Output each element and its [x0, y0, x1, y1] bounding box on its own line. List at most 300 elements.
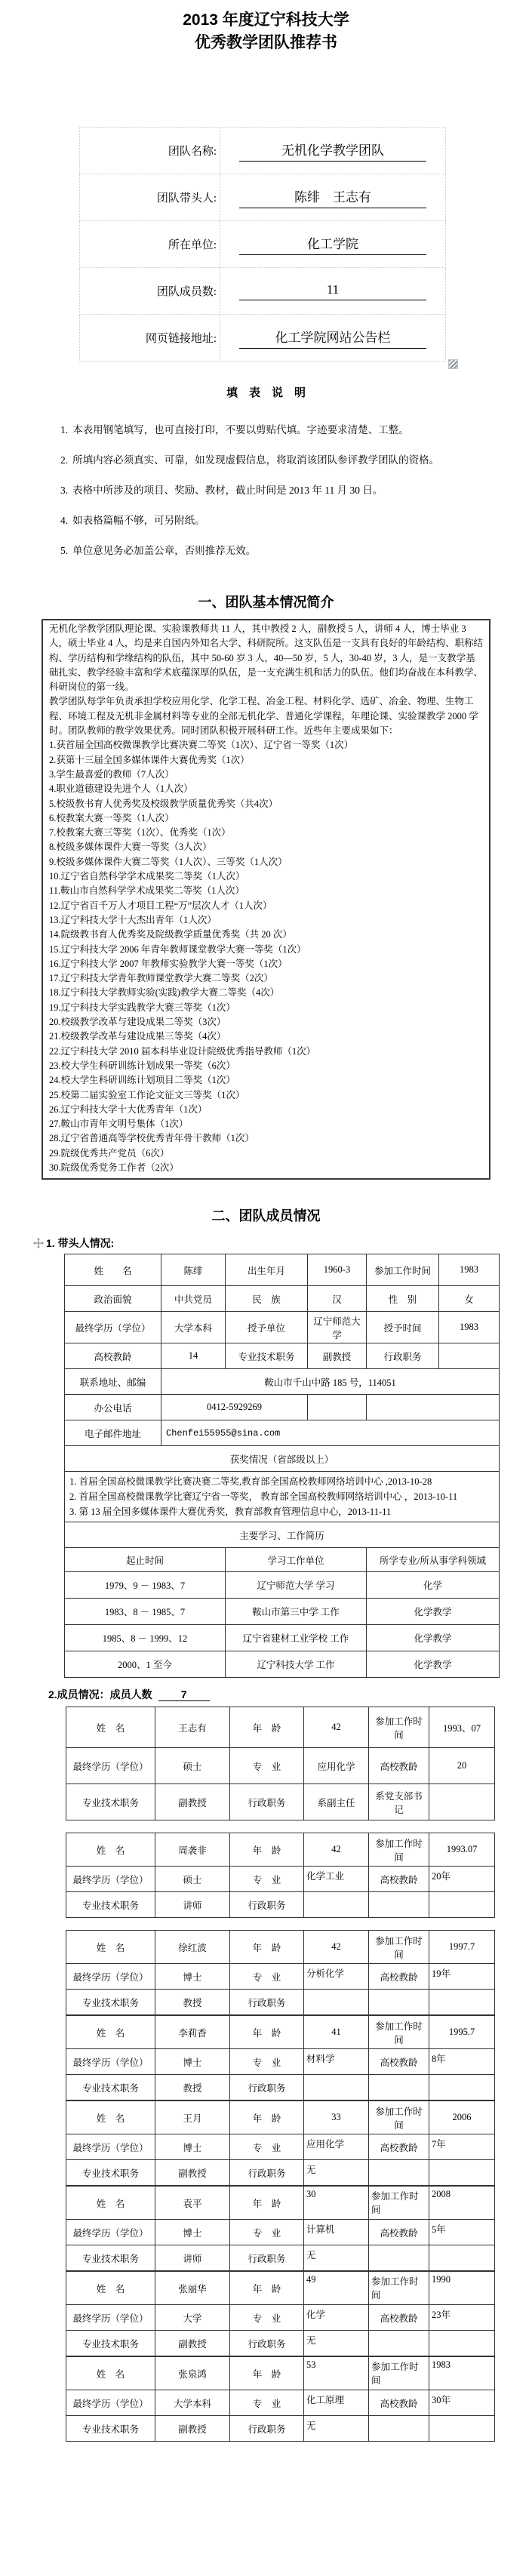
achievement-item: 10.辽宁省自然科学学术成果奖二等奖（1人次） [49, 871, 245, 882]
label-major: 专 业 [230, 1867, 304, 1892]
label-title: 专业技术职务 [66, 1990, 155, 2015]
label-title: 专业技术职务 [66, 2075, 155, 2101]
label-degree: 最终学历（学位） [66, 1964, 155, 1990]
member-name: 李莉香 [155, 2016, 230, 2049]
member-join-time: 1995.7 [429, 2016, 495, 2049]
section1-heading: 一、团队基本情况简介 [198, 595, 334, 610]
achievement-item: 15.辽宁科技大学 2006 年青年教师课堂教学大赛一等奖（1次） [49, 943, 306, 955]
history-row [65, 1625, 500, 1651]
phone-empty-cell-2 [367, 1395, 500, 1420]
member-age: 30 [304, 2187, 369, 2220]
member-admin-extra-2 [429, 1892, 495, 1918]
label-name: 姓 名 [65, 1254, 161, 1286]
achievement-item: 14.院级教书育人优秀奖及院级教学质量优秀奖（共 20 次） [49, 929, 292, 940]
achievement-item: 1.获首届全国高校微课教学比赛决赛二等奖（1次）、辽宁省一等奖（1次） [49, 740, 354, 751]
cover-field-value: 11 [239, 282, 427, 300]
value-political: 中共党员 [161, 1286, 226, 1312]
history-period: 2000、1 至今 [65, 1651, 226, 1678]
members-subheading-row [48, 1687, 532, 1702]
label-join-time: 参加工作时间 [369, 2016, 429, 2049]
label-age: 年 龄 [230, 2101, 304, 2134]
member-admin [304, 1892, 369, 1918]
leader-row-email [65, 1420, 500, 1446]
label-teach-years: 高校教龄 [369, 2220, 429, 2245]
label-join-time: 参加工作时间 [367, 1254, 439, 1286]
instruction-number: 1. [60, 424, 69, 435]
label-join-time: 参加工作时间 [369, 2101, 429, 2134]
member-teach-years: 23年 [429, 2305, 495, 2331]
label-age: 年 龄 [230, 2272, 304, 2305]
cover-row [80, 268, 446, 315]
member-admin [304, 2075, 369, 2101]
phone-empty-cell [308, 1395, 367, 1420]
member-name: 袁平 [155, 2187, 230, 2220]
member-row-name [66, 1833, 495, 1867]
member-major: 化学工业 [304, 1867, 369, 1892]
label-join-time: 参加工作时间 [369, 1833, 429, 1867]
value-degree: 大学本科 [161, 1312, 226, 1343]
members-subheading: 2.成员情况：成员人数 [48, 1688, 152, 1701]
history-col-period: 起止时间 [65, 1548, 226, 1572]
achievement-item: 17.辽宁科技大学青年教师课堂教学大赛二等奖（2次） [49, 973, 273, 984]
cover-field-value: 无机化学教学团队 [239, 140, 427, 162]
award-item: 2. 首届全国高校微课教学比赛辽宁省一等奖， 教育部全国高校教师网络培训中心 ，2013-10-11 [69, 1491, 458, 1503]
member-degree: 大学 [155, 2305, 230, 2331]
member-name: 徐红波 [155, 1931, 230, 1964]
member-name: 张丽华 [155, 2272, 230, 2305]
achievement-item: 25.校第二届实验室工作论文征文三等奖（1次） [49, 1089, 245, 1100]
achievement-item: 11.鞍山市自然科学学术成果奖二等奖（1人次） [49, 885, 244, 897]
label-teach-years: 高校教龄 [369, 1867, 429, 1892]
label-major: 专 业 [230, 2134, 304, 2160]
member-table [66, 2356, 495, 2442]
label-join-time: 参加工作时间 [369, 1707, 429, 1748]
label-admin: 行政职务 [230, 2160, 304, 2186]
section2-heading: 二、团队成员情况 [211, 1208, 321, 1224]
instruction-item [60, 475, 490, 506]
cover-field-value-cell [220, 221, 446, 268]
instruction-text: 单位意见务必加盖公章，否则推荐无效。 [72, 545, 257, 556]
member-admin [304, 1990, 369, 2015]
label-title: 专业技术职务 [66, 1784, 155, 1820]
label-address: 联系地址、邮编 [65, 1369, 161, 1395]
achievement-item: 4.职业道德建设先进个人（1人次） [49, 783, 193, 795]
member-age: 53 [304, 2357, 369, 2390]
instruction-item [60, 415, 490, 445]
member-join-time: 1983 [429, 2357, 495, 2390]
member-row-degree [66, 2390, 495, 2416]
member-degree: 硕士 [155, 1748, 230, 1784]
achievement-item: 16.辽宁科技大学 2007 年教师实验教学大赛一等奖（1次） [49, 958, 288, 969]
member-age: 42 [304, 1931, 369, 1964]
member-title: 副教授 [155, 2416, 230, 2442]
member-admin-extra-2 [429, 2416, 495, 2442]
label-political: 政治面貌 [65, 1286, 161, 1312]
label-age: 年 龄 [230, 1707, 304, 1748]
member-major: 化学 [304, 2305, 369, 2331]
member-name: 周袭非 [155, 1833, 230, 1867]
member-row-title [66, 2160, 495, 2186]
member-major: 应用化学 [304, 1748, 369, 1784]
member-admin-extra-2 [429, 1990, 495, 2015]
member-admin-extra: 系党支部书记 [369, 1784, 429, 1820]
member-title: 讲师 [155, 2245, 230, 2271]
instruction-text: 所填内容必须真实、可靠，如发现虚假信息，将取消该团队参评教学团队的资格。 [72, 454, 440, 466]
achievement-item: 19.辽宁科技大学实践教学大赛三等奖（1次） [49, 1002, 235, 1013]
member-row-degree [66, 1964, 495, 1990]
cover-row [80, 174, 446, 221]
member-row-title [66, 2245, 495, 2271]
value-teach-age: 14 [161, 1343, 226, 1369]
member-join-time: 1993.07 [429, 1833, 495, 1867]
leader-row-awards-heading [65, 1446, 500, 1472]
member-admin-extra-2 [429, 1784, 495, 1820]
label-confer-time: 授予时间 [367, 1312, 439, 1343]
member-degree: 博士 [155, 1964, 230, 1990]
member-teach-years: 30年 [429, 2390, 495, 2416]
label-degree: 最终学历（学位） [66, 1748, 155, 1784]
member-admin: 系副主任 [304, 1784, 369, 1820]
label-age: 年 龄 [230, 2357, 304, 2390]
achievement-list [49, 738, 483, 1175]
member-degree: 博士 [155, 2220, 230, 2245]
member-teach-years: 20 [429, 1748, 495, 1784]
label-admin: 行政职务 [230, 2331, 304, 2356]
member-degree: 博士 [155, 2134, 230, 2160]
label-birth: 出生年月 [226, 1254, 308, 1286]
label-admin: 行政职务 [367, 1343, 439, 1369]
value-ethnic: 汉 [308, 1286, 367, 1312]
label-name: 姓 名 [66, 2101, 155, 2134]
instruction-text: 本表用钢笔填写，也可直接打印，不要以剪贴代填。字迹要求清楚、工整。 [72, 424, 409, 435]
label-admin: 行政职务 [230, 2245, 304, 2271]
member-admin-extra-2 [429, 2331, 495, 2356]
member-row-name [66, 2187, 495, 2220]
label-major: 专 业 [230, 2220, 304, 2245]
value-join-time: 1983 [439, 1254, 500, 1286]
achievement-item: 13.辽宁科技大学十大杰出青年（1人次） [49, 914, 217, 925]
member-title: 副教授 [155, 1784, 230, 1820]
label-name: 姓 名 [66, 1931, 155, 1964]
member-join-time: 1997.7 [429, 1931, 495, 1964]
label-admin: 行政职务 [230, 2416, 304, 2442]
label-major: 专 业 [230, 1964, 304, 1990]
member-admin-extra-2 [429, 2160, 495, 2186]
achievement-item: 3.学生最喜爱的教师（7人次） [49, 768, 174, 780]
member-admin-extra-2 [429, 2075, 495, 2101]
achievement-item: 30.院级优秀党务工作者（2次） [49, 1162, 179, 1173]
leader-subheading-row [47, 1236, 532, 1251]
member-admin-extra [369, 1892, 429, 1918]
cover-field-value: 化工学院网站公告栏 [239, 327, 427, 349]
doc-title-line2: 优秀教学团队推荐书 [195, 34, 337, 51]
member-name: 王月 [155, 2101, 230, 2134]
member-row-degree [66, 2220, 495, 2245]
members-count: 7 [158, 1688, 210, 1701]
member-teach-years: 5年 [429, 2220, 495, 2245]
leader-row-address [65, 1369, 500, 1395]
cover-row [80, 221, 446, 268]
member-row-name [66, 2357, 495, 2390]
member-table [66, 2101, 495, 2186]
history-col-org: 学习工作单位 [226, 1548, 367, 1572]
achievement-item: 21.校级教学改革与建设成果三等奖（4次） [49, 1031, 226, 1042]
achievement-item: 29.院级优秀共产党员（6次） [49, 1147, 170, 1159]
history-heading: 主要学习、工作简历 [65, 1522, 500, 1548]
leader-row-teach-age [65, 1343, 500, 1369]
achievement-item: 6.校教案大赛一等奖（1人次） [49, 812, 174, 823]
member-row-name [66, 1707, 495, 1748]
member-admin-extra [369, 2160, 429, 2186]
member-title: 副教授 [155, 2331, 230, 2356]
member-admin-extra-2 [429, 2245, 495, 2271]
label-major: 专 业 [230, 2305, 304, 2331]
award-item: 1. 首届全国高校微课教学比赛决赛二等奖,教育部全国高校教师网络培训中心 ,2013-10-28 [69, 1476, 432, 1488]
member-age: 42 [304, 1707, 369, 1748]
cover-field-label: 团队名称: [80, 128, 220, 174]
leader-info-table [64, 1254, 500, 1678]
instruction-number: 2. [60, 454, 69, 466]
leader-row-phone [65, 1395, 500, 1420]
achievement-item: 9.校级多媒体课件大赛二等奖（1人次）、三等奖（1人次） [49, 856, 288, 867]
label-email: 电子邮件地址 [65, 1420, 161, 1446]
member-row-title [66, 2416, 495, 2442]
label-teach-years: 高校教龄 [369, 2390, 429, 2416]
cover-table-wrap [79, 127, 446, 362]
value-conferrer: 辽宁师范大学 [308, 1312, 367, 1343]
member-row-degree [66, 2305, 495, 2331]
member-join-time: 1993、07 [429, 1707, 495, 1748]
cover-field-value-cell [220, 128, 446, 174]
instruction-item [60, 445, 490, 475]
member-tables [0, 1707, 532, 2442]
member-teach-years: 19年 [429, 1964, 495, 1990]
value-email: Chenfei55955@sina.com [161, 1420, 500, 1446]
member-table [66, 1930, 495, 2015]
label-major: 专 业 [230, 1748, 304, 1784]
instruction-item [60, 536, 490, 566]
achievement-item: 28.辽宁省普通高等学校优秀青年骨干教师（1次） [49, 1133, 254, 1144]
member-row-name [66, 2101, 495, 2134]
member-age: 42 [304, 1833, 369, 1867]
member-name: 王志有 [155, 1707, 230, 1748]
member-major: 材料学 [304, 2049, 369, 2075]
label-title: 专业技术职务 [66, 2245, 155, 2271]
achievement-item: 26.辽宁科技大学十大优秀青年（1次） [49, 1103, 208, 1115]
member-join-time: 2006 [429, 2101, 495, 2134]
fill-instructions-heading: 填表说明 [226, 386, 317, 399]
history-period: 1979、9 － 1983、7 [65, 1572, 226, 1599]
member-admin-extra [369, 2331, 429, 2356]
member-row-title [66, 1784, 495, 1820]
member-title: 讲师 [155, 1892, 230, 1918]
label-ethnic: 民 族 [226, 1286, 308, 1312]
cover-row [80, 128, 446, 174]
member-major: 应用化学 [304, 2134, 369, 2160]
value-name: 陈绯 [161, 1254, 226, 1286]
label-age: 年 龄 [230, 2016, 304, 2049]
table-resize-handle-icon[interactable] [448, 359, 458, 369]
history-row [65, 1599, 500, 1625]
label-degree: 最终学历（学位） [65, 1312, 161, 1343]
history-col-field: 所学专业/所从事学科领域 [367, 1548, 500, 1572]
label-name: 姓 名 [66, 2016, 155, 2049]
label-admin: 行政职务 [230, 1892, 304, 1918]
member-row-title [66, 1892, 495, 1918]
instruction-item [60, 506, 490, 536]
label-teach-years: 高校教龄 [369, 2305, 429, 2331]
member-major: 分析化学 [304, 1964, 369, 1990]
instruction-number: 3. [60, 485, 69, 496]
member-degree: 大学本科 [155, 2390, 230, 2416]
instruction-number: 4. [60, 515, 69, 526]
member-row-name [66, 2016, 495, 2049]
value-title: 副教授 [308, 1343, 367, 1369]
member-row-name [66, 1931, 495, 1964]
label-name: 姓 名 [66, 1707, 155, 1748]
leader-row-degree [65, 1312, 500, 1343]
cover-field-value-cell [220, 174, 446, 221]
doc-title-line1: 2013 年度辽宁科技大学 [183, 11, 349, 29]
cover-field-value: 陈绯 王志有 [239, 186, 427, 208]
label-gender: 性 别 [367, 1286, 439, 1312]
cover-field-label: 网页链接地址: [80, 315, 220, 362]
achievement-item: 22.辽宁科技大学 2010 届本科毕业设计院级优秀指导教师（1次） [49, 1045, 316, 1057]
member-admin: 无 [304, 2160, 369, 2186]
cover-field-label: 团队成员数: [80, 268, 220, 315]
value-admin [439, 1343, 500, 1369]
team-intro-box [42, 619, 490, 1180]
value-birth: 1960-3 [308, 1254, 367, 1286]
instruction-number: 5. [60, 545, 69, 556]
member-join-time: 1990 [429, 2272, 495, 2305]
achievement-item: 18.辽宁科技大学教师实验(实践)教学大赛二等奖（4次） [49, 987, 280, 999]
fill-instructions-list [60, 415, 490, 566]
member-age: 41 [304, 2016, 369, 2049]
member-major: 化工原理 [304, 2390, 369, 2416]
cover-table [79, 127, 446, 362]
label-join-time: 参加工作时间 [369, 2272, 429, 2305]
intro-paragraph-1: 无机化学教学团队理论课、实验课教师共 11 人，其中教授 2 人，副教授 5 人，讲师 4 人，博士毕业 3 人，硕士毕业 4 人，均是来自国内外知名大学、科研院所。这支队伍是一支具有良好的年龄结构、职称结构、学历结构和学缘结构的队伍，其中 50-60 岁 3 人，40—50 岁，5 人，30-40 岁，3 人，是一支教学基础扎实、教学经验丰富和学术底蕴深厚的队伍，是一支充满生机和活力的队伍。他们均奋战在本科教学、科研岗位的第一线。 [49, 623, 484, 693]
member-join-time: 2008 [429, 2187, 495, 2220]
label-degree: 最终学历（学位） [66, 2305, 155, 2331]
value-address: 鞍山市千山中路 185 号，114051 [161, 1369, 500, 1395]
history-period: 1985、8 － 1999、12 [65, 1625, 226, 1651]
instruction-text: 表格中所涉及的项目、奖励、教材，截止时间是 2013 年 11 月 30 日。 [72, 485, 383, 496]
leader-row-political [65, 1286, 500, 1312]
label-title: 专业技术职务 [66, 1892, 155, 1918]
awards-list [69, 1474, 494, 1519]
history-org: 辽宁省建材工业学校 工作 [226, 1625, 367, 1651]
history-org: 辽宁师范大学 学习 [226, 1572, 367, 1599]
awards-cell [65, 1472, 500, 1522]
instruction-text: 如表格篇幅不够，可另附纸。 [72, 515, 205, 526]
label-title: 专业技术职务 [66, 2331, 155, 2356]
member-row-title [66, 1990, 495, 2015]
label-title: 专业技术职务 [66, 2416, 155, 2442]
cover-field-label: 所在单位: [80, 221, 220, 268]
value-gender: 女 [439, 1286, 500, 1312]
history-row [65, 1572, 500, 1599]
label-title: 专业技术职务 [66, 2160, 155, 2186]
history-period: 1983、8 － 1985、7 [65, 1599, 226, 1625]
achievement-item: 27.鞍山市青年文明号集体（1次） [49, 1119, 189, 1130]
member-age: 49 [304, 2272, 369, 2305]
label-age: 年 龄 [230, 1931, 304, 1964]
leader-row-awards [65, 1472, 500, 1522]
label-major: 专 业 [230, 2049, 304, 2075]
label-join-time: 参加工作时间 [369, 1931, 429, 1964]
member-table [66, 2186, 495, 2271]
label-name: 姓 名 [66, 2357, 155, 2390]
cover-field-label: 团队带头人: [80, 174, 220, 221]
label-name: 姓 名 [66, 1833, 155, 1867]
member-table [66, 2015, 495, 2101]
value-phone: 0412-5929269 [161, 1395, 308, 1420]
label-admin: 行政职务 [230, 1990, 304, 2015]
member-admin-extra [369, 2416, 429, 2442]
leader-row-name [65, 1254, 500, 1286]
member-title: 教授 [155, 2075, 230, 2101]
member-degree: 硕士 [155, 1867, 230, 1892]
award-item: 3. 第 13 届全国多媒体课件大赛优秀奖，教育部教育管理信息中心，2013-11-11 [69, 1507, 392, 1518]
label-teach-years: 高校教龄 [369, 1964, 429, 1990]
label-admin: 行政职务 [230, 2075, 304, 2101]
member-teach-years: 7年 [429, 2134, 495, 2160]
label-teach-age: 高校教龄 [65, 1343, 161, 1369]
label-degree: 最终学历（学位） [66, 2220, 155, 2245]
cover-field-value-cell [220, 268, 446, 315]
label-title: 专业技术职务 [226, 1343, 308, 1369]
cover-field-value: 化工学院 [239, 233, 427, 255]
label-degree: 最终学历（学位） [66, 2390, 155, 2416]
member-teach-years: 20年 [429, 1867, 495, 1892]
label-join-time: 参加工作时间 [369, 2357, 429, 2390]
label-age: 年 龄 [230, 1833, 304, 1867]
leader-subheading: 1. 带头人情况: [46, 1237, 115, 1250]
member-title: 副教授 [155, 2160, 230, 2186]
table-move-handle-icon[interactable] [33, 1238, 44, 1248]
member-degree: 博士 [155, 2049, 230, 2075]
history-org: 鞍山市第三中学 工作 [226, 1599, 367, 1625]
intro-paragraph-2: 教学团队每学年负责承担学校应用化学、化学工程、冶金工程、材料化学、选矿、冶金、物理、生物工程、环境工程及无机非金属材料等专业的全部无机化学、普通化学课程，年理论课、实验课教学 2000 学时。团队教师的教学效果优秀。同时团队积极开展科研工作。近些年主要成果如下： [49, 696, 478, 737]
member-admin: 无 [304, 2331, 369, 2356]
achievement-item: 5.校级教书育人优秀奖及校级教学质量优秀奖（共4次） [49, 798, 278, 809]
value-confer-time: 1983 [439, 1312, 500, 1343]
label-name: 姓 名 [66, 2272, 155, 2305]
member-name: 张泉鸿 [155, 2357, 230, 2390]
label-phone: 办公电话 [65, 1395, 161, 1420]
history-field: 化学教学 [367, 1651, 500, 1678]
achievement-item: 2.获第十三届全国多媒体课件大赛优秀奖（1次） [49, 754, 250, 765]
member-table [66, 2271, 495, 2356]
label-teach-years: 高校教龄 [369, 1748, 429, 1784]
achievement-item: 7.校教案大赛三等奖（1次）、优秀奖（1次） [49, 827, 231, 839]
label-major: 专 业 [230, 2390, 304, 2416]
label-join-time: 参加工作时间 [369, 2187, 429, 2220]
label-admin: 行政职务 [230, 1784, 304, 1820]
cover-field-value-cell [220, 315, 446, 362]
history-field: 化学教学 [367, 1599, 500, 1625]
member-admin-extra [369, 2245, 429, 2271]
member-row-degree [66, 2134, 495, 2160]
member-row-name [66, 2272, 495, 2305]
label-degree: 最终学历（学位） [66, 1867, 155, 1892]
label-teach-years: 高校教龄 [369, 2134, 429, 2160]
label-conferrer: 授予单位 [226, 1312, 308, 1343]
page-bottom-margin [0, 2442, 532, 2457]
history-field: 化学 [367, 1572, 500, 1599]
